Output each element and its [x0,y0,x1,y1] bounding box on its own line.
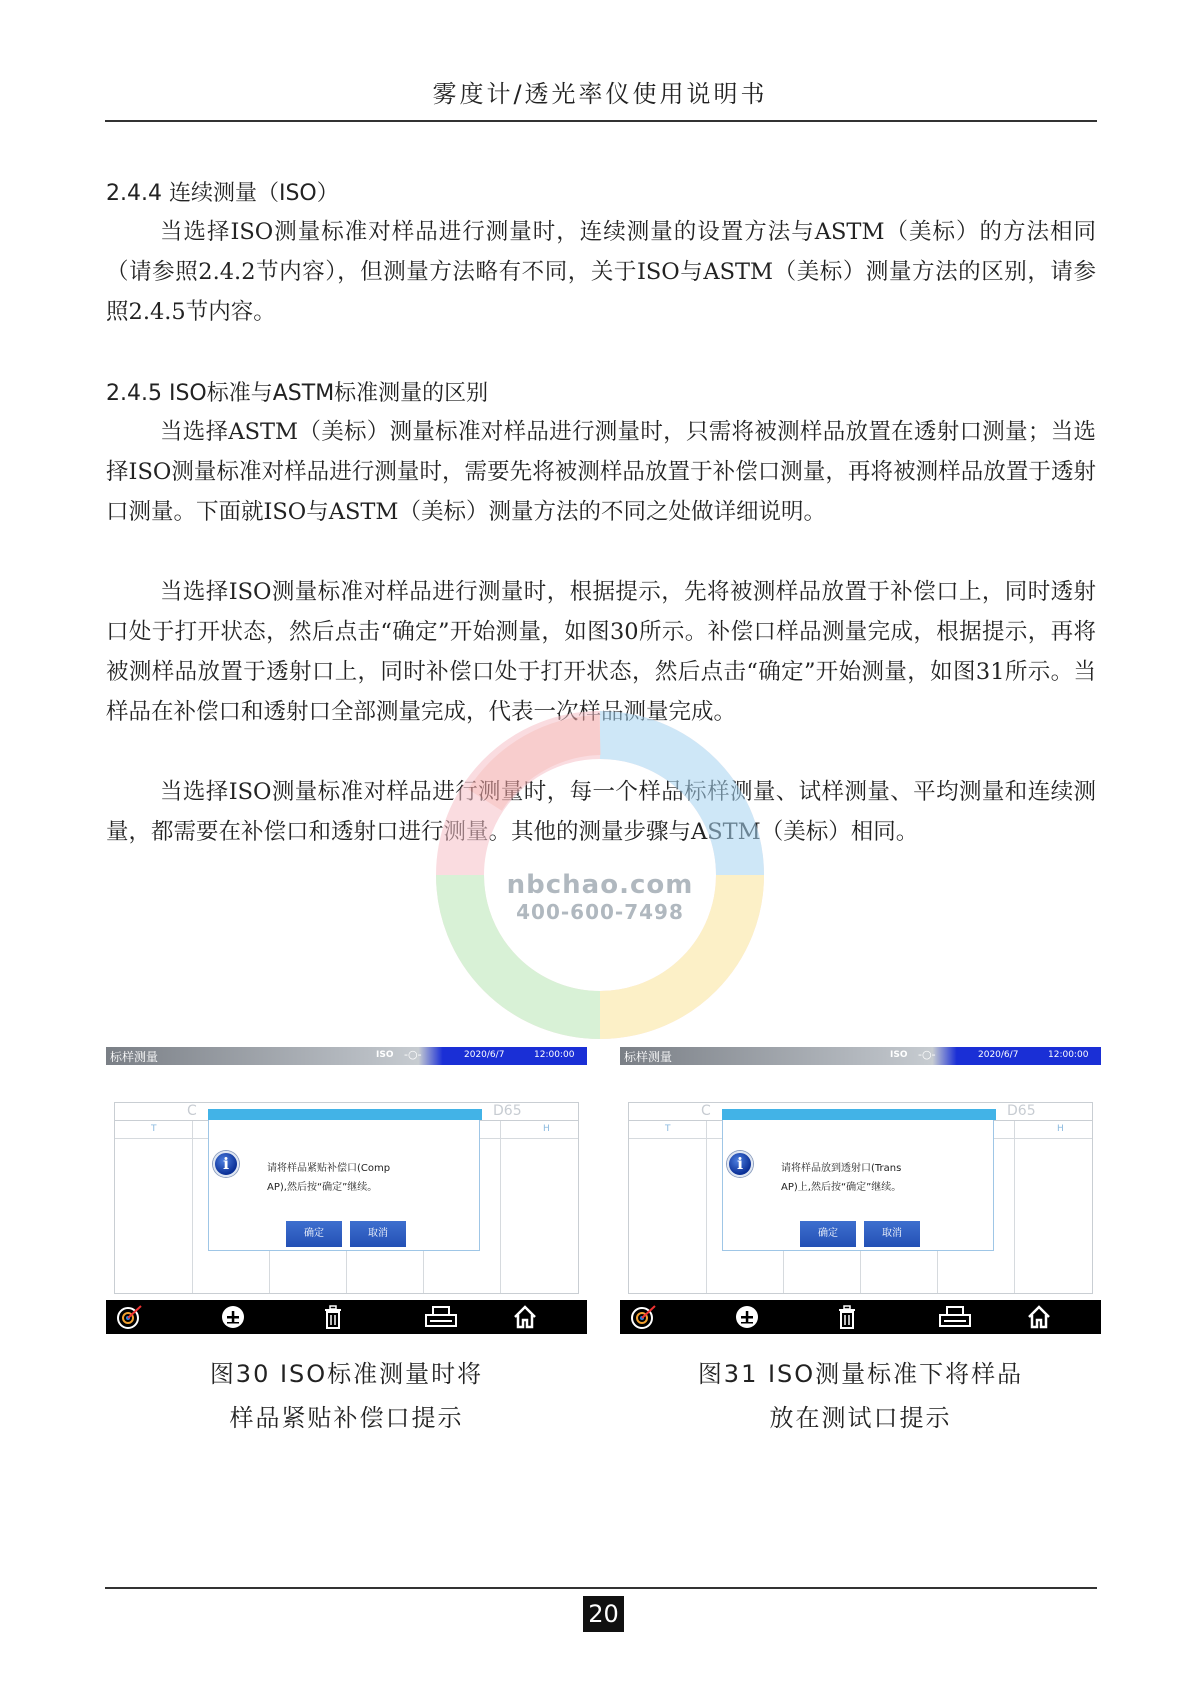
screen-toolbar [620,1300,1101,1334]
watermark-logo [415,690,785,1060]
figure-31-screenshot [620,1047,1101,1334]
target-icon[interactable] [116,1304,142,1330]
screen-status-bar [620,1047,1101,1065]
add-icon[interactable] [734,1304,760,1330]
figure-31-caption: 图31 ISO测量标准下将样品 放在测试口提示 [697,1360,1024,1432]
paragraph: 当选择ISO测量标准对样品进行测量时，连续测量的设置方法与ASTM（美标）的方法相同（请参照2.4.2节内容），但测量方法略有不同，关于ISO与ASTM（美标）测量方法的区别，请参照2.4.5节内容。 [106,219,1096,325]
header-divider [105,120,1097,122]
figure-30-screenshot [106,1047,587,1334]
column-label-h: H [543,1124,550,1134]
column-label-t: T [665,1124,671,1134]
screen-time: 12:00:00 [534,1050,575,1060]
add-icon[interactable] [220,1304,246,1330]
cancel-button[interactable]: 取消 [350,1221,406,1247]
figure-30-caption: 图30 ISO标准测量时将 样品紧贴补偿口提示 [209,1360,484,1432]
footer-divider [105,1587,1097,1589]
screen-status-bar [106,1047,587,1065]
column-header-d65: D65 [1007,1103,1036,1119]
screen-date: 2020/6/7 [978,1050,1019,1060]
screen-toolbar [106,1300,587,1334]
confirm-dialog [722,1109,994,1251]
target-icon[interactable] [630,1304,656,1330]
screen-time: 12:00:00 [1048,1050,1089,1060]
screen-date: 2020/6/7 [464,1050,505,1060]
dialog-message: 请将样品放到透射口(Trans AP)上,然后按“确定”继续。 [781,1163,902,1193]
dialog-title-bar [208,1109,482,1120]
section-heading-2-4-4: 2.4.4 连续测量（ISO） [106,181,339,206]
printer-icon[interactable] [938,1304,972,1330]
printer-icon[interactable] [424,1304,458,1330]
column-header-c: C [701,1103,711,1119]
screen-title: 标样测量 [110,1050,159,1064]
confirm-dialog [208,1109,480,1251]
home-icon[interactable] [1026,1304,1052,1330]
ok-button[interactable]: 确定 [800,1221,856,1247]
ok-button[interactable]: 确定 [286,1221,342,1247]
dialog-title-bar [722,1109,996,1120]
connection-icon: -○- [918,1048,936,1061]
watermark-brand: nbchao.com [506,870,694,900]
trash-icon[interactable] [320,1304,346,1330]
dialog-message: 请将样品紧贴补偿口(Comp AP),然后按“确定”继续。 [267,1163,391,1193]
paragraph: 当选择ISO测量标准对样品进行测量时，每一个样品标样测量、试样测量、平均测量和连续测量，都需要在补偿口和透射口进行测量。其他的测量步骤与ASTM（美标）相同。 [106,779,1096,845]
column-header-c: C [187,1103,197,1119]
home-icon[interactable] [512,1304,538,1330]
standard-indicator: ISO [376,1050,394,1060]
column-header-d65: D65 [493,1103,522,1119]
column-label-h: H [1057,1124,1064,1134]
paragraph: 当选择ISO测量标准对样品进行测量时，根据提示，先将被测样品放置于补偿口上，同时透射口处于打开状态，然后点击“确定”开始测量，如图30所示。补偿口样品测量完成，根据提示，再将被测样品放置于透射口上，同时补偿口处于打开状态，然后点击“确定”开始测量，如图31所示。当样品在补偿口和透射口全部测量完成，代表一次样品测量完成。 [106,579,1096,725]
standard-indicator: ISO [890,1050,908,1060]
info-icon: i [727,1151,753,1177]
section-heading-2-4-5: 2.4.5 ISO标准与ASTM标准测量的区别 [106,381,489,406]
trash-icon[interactable] [834,1304,860,1330]
page-number: 20 [583,1596,624,1632]
watermark-phone: 400-600-7498 [516,900,684,924]
screen-title: 标样测量 [624,1050,673,1064]
cancel-button[interactable]: 取消 [864,1221,920,1247]
connection-icon: -○- [404,1048,422,1061]
document-header-title: 雾度计/透光率仪使用说明书 [432,80,768,108]
info-icon: i [213,1151,239,1177]
paragraph: 当选择ASTM（美标）测量标准对样品进行测量时，只需将被测样品放置在透射口测量；当选择ISO测量标准对样品进行测量时，需要先将被测样品放置于补偿口测量，再将被测样品放置于透射口测量。下面就ISO与ASTM（美标）测量方法的不同之处做详细说明。 [106,419,1096,525]
column-label-t: T [151,1124,157,1134]
